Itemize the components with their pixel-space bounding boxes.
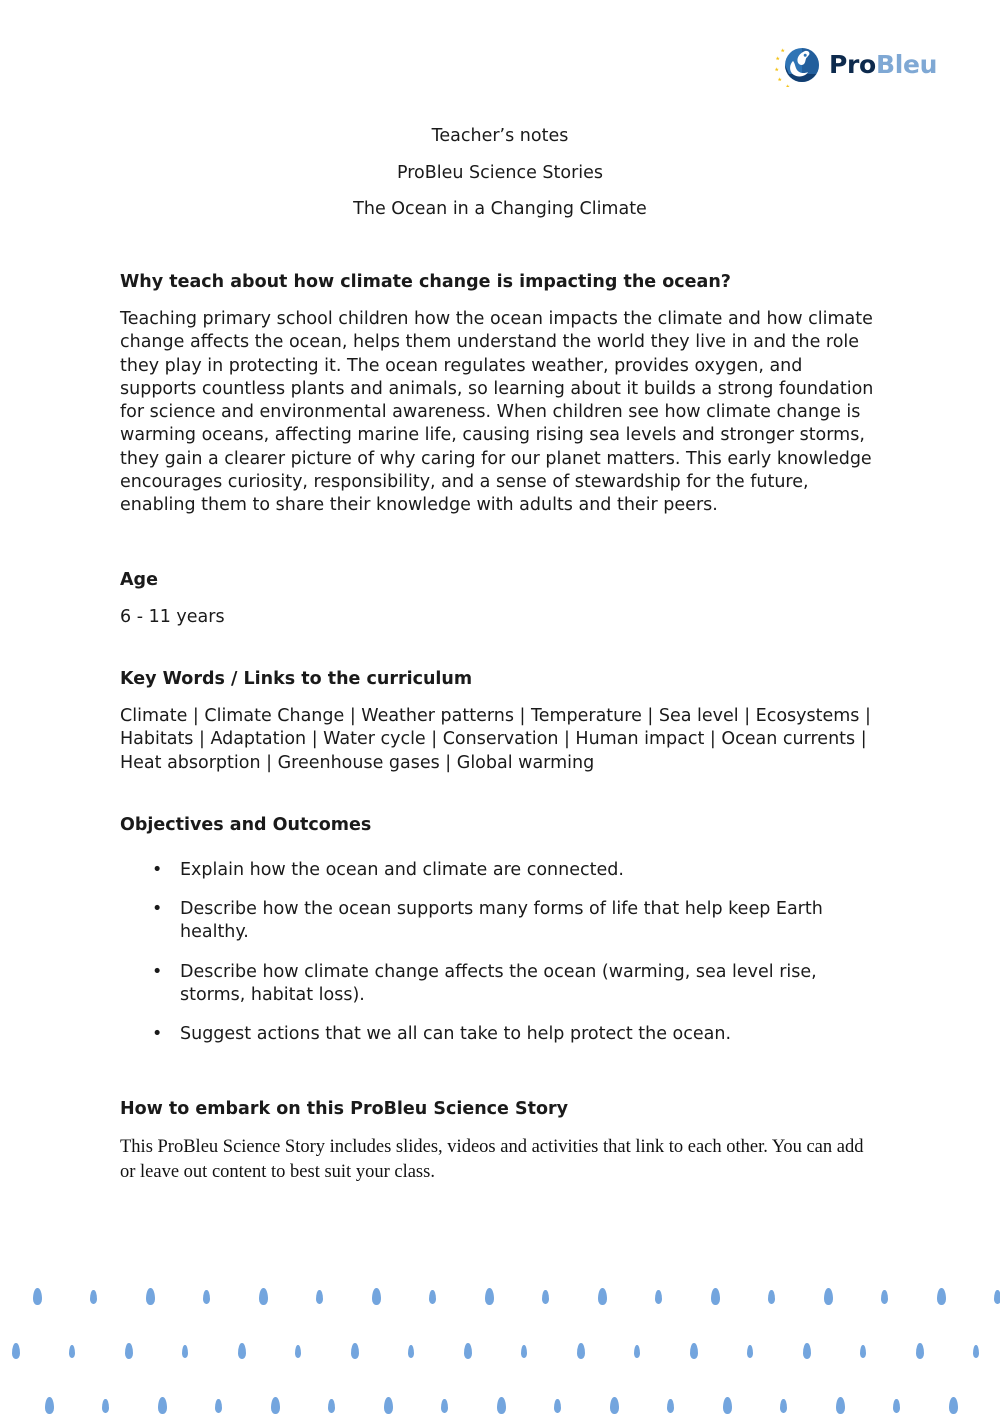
water-droplet-icon — [271, 1397, 280, 1414]
droplet-row — [0, 1288, 1000, 1318]
water-droplet-icon — [824, 1288, 833, 1305]
title-line-teachers-notes: Teacher’s notes — [431, 126, 569, 146]
problue-globe-logo-icon — [775, 41, 821, 87]
water-droplet-icon — [182, 1345, 188, 1358]
section-heading-objectives: Objectives and Outcomes — [120, 814, 372, 835]
logo-word-bleu: Bleu — [875, 49, 938, 79]
water-droplet-icon — [441, 1399, 448, 1413]
water-droplet-icon — [259, 1288, 268, 1305]
bullet-icon: • — [152, 1024, 163, 1045]
list-item-label: Describe how climate change affects the ocean (warming, sea level rise, storms, habitat loss). — [180, 961, 817, 1006]
water-droplet-icon — [577, 1343, 585, 1359]
water-droplet-icon — [780, 1399, 787, 1413]
water-droplet-icon — [723, 1397, 732, 1414]
water-droplet-icon — [711, 1288, 720, 1305]
water-droplet-icon — [768, 1290, 775, 1304]
list-item — [120, 961, 880, 1008]
objectives-list — [120, 859, 880, 1047]
water-droplet-icon — [429, 1290, 436, 1304]
water-droplet-icon — [464, 1343, 472, 1359]
problue-wordmark — [829, 49, 938, 79]
water-droplet-icon — [836, 1397, 845, 1414]
water-droplet-icon — [994, 1290, 1000, 1304]
list-item-label: Describe how the ocean supports many forms of life that help keep Earth healthy. — [180, 899, 823, 943]
logo-word-pro: Pro — [829, 49, 876, 79]
list-item — [120, 1023, 880, 1046]
water-droplet-icon — [937, 1288, 946, 1305]
title-line-series: ProBleu Science Stories — [396, 162, 604, 183]
water-droplet-icon — [158, 1397, 167, 1414]
water-droplet-icon — [690, 1343, 698, 1359]
water-droplet-icon — [598, 1288, 607, 1305]
title-line-story: The Ocean in a Changing Climate — [353, 199, 647, 219]
globe-circle — [785, 48, 819, 82]
section-body-key-words: Climate | Climate Change | Weather patterns | Temperature | Sea level | Ecosystems | Habitats | Adaptation | Water cycle | Conservation | Human impact | Ocean currents | Heat absorption | Greenhouse gases | Global warming — [120, 705, 871, 773]
water-droplet-icon — [408, 1345, 414, 1358]
section-value-age: 6 - 11 years — [120, 606, 225, 627]
section-heading-how-to-embark: How to embark on this ProBleu Science Story — [120, 1098, 569, 1119]
water-droplet-icon — [667, 1399, 674, 1413]
water-droplet-icon — [125, 1343, 133, 1359]
section-body-why-teach: Teaching primary school children how the ocean impacts the climate and how climate change affects the ocean, helps them understand the world they live in and the role they play in protecting it. The ocean regulates weather, provides oxygen, and supports countless plants and animals, so learning about it builds a strong foundation for science and environmental awareness. When children see how climate change is warming oceans, affecting marine life, causing rising sea levels and stronger storms, they gain a clearer picture of why caring for our planet matters. This early knowledge encourages curiosity, responsibility, and a sense of stewardship for the future, enabling them to share their knowledge with adults and their peers. — [120, 309, 874, 516]
water-droplet-icon — [521, 1345, 527, 1358]
water-droplet-icon — [973, 1345, 979, 1358]
section-body-how-to-embark: This ProBleu Science Story includes slides, videos and activities that link to each other. You can add or leave out content to best suit your class. — [120, 1136, 864, 1182]
water-droplet-icon — [634, 1345, 640, 1358]
water-droplet-icon — [33, 1288, 42, 1305]
bullet-icon: • — [152, 899, 163, 920]
water-droplet-icon — [554, 1399, 561, 1413]
document-title-block — [0, 118, 1000, 228]
water-droplet-icon — [328, 1399, 335, 1413]
section-heading-age: Age — [120, 569, 158, 590]
water-droplet-icon — [215, 1399, 222, 1413]
droplet-row — [0, 1343, 1000, 1373]
water-droplet-icon — [916, 1343, 924, 1359]
water-droplet-icon — [238, 1343, 246, 1359]
water-droplet-icon — [860, 1345, 866, 1358]
water-droplet-icon — [655, 1290, 662, 1304]
water-droplet-icon — [803, 1343, 811, 1359]
problue-logo — [775, 38, 938, 90]
water-droplet-icon — [747, 1345, 753, 1358]
bullet-icon: • — [152, 961, 163, 982]
section-heading-why-teach: Why teach about how climate change is impacting the ocean? — [120, 272, 731, 292]
water-droplet-icon — [610, 1397, 619, 1414]
water-droplet-icon — [102, 1399, 109, 1413]
water-droplet-icon — [90, 1290, 97, 1304]
droplet-row — [0, 1397, 1000, 1415]
water-droplet-icon — [881, 1290, 888, 1304]
water-droplet-icon — [12, 1343, 20, 1359]
document-content — [120, 270, 880, 1185]
water-droplet-icon — [372, 1288, 381, 1305]
list-item — [120, 859, 880, 882]
water-droplet-icon — [949, 1397, 958, 1414]
list-item-label: Suggest actions that we all can take to help protect the ocean. — [180, 1024, 732, 1045]
water-droplet-icon — [485, 1288, 494, 1305]
water-droplet-icon — [203, 1290, 210, 1304]
water-droplet-icon — [69, 1345, 75, 1358]
water-droplet-icon — [542, 1290, 549, 1304]
water-droplet-icon — [295, 1345, 301, 1358]
water-droplet-icon — [316, 1290, 323, 1304]
water-droplet-icon — [351, 1343, 359, 1359]
list-item — [120, 898, 880, 945]
bullet-icon: • — [152, 859, 163, 880]
water-droplet-pattern — [0, 1255, 1000, 1415]
water-droplet-icon — [45, 1397, 54, 1414]
water-droplet-icon — [146, 1288, 155, 1305]
water-droplet-icon — [893, 1399, 900, 1413]
water-droplet-icon — [384, 1397, 393, 1414]
section-heading-key-words: Key Words / Links to the curriculum — [120, 668, 473, 689]
list-item-label: Explain how the ocean and climate are connected. — [180, 859, 624, 880]
water-droplet-icon — [497, 1397, 506, 1414]
